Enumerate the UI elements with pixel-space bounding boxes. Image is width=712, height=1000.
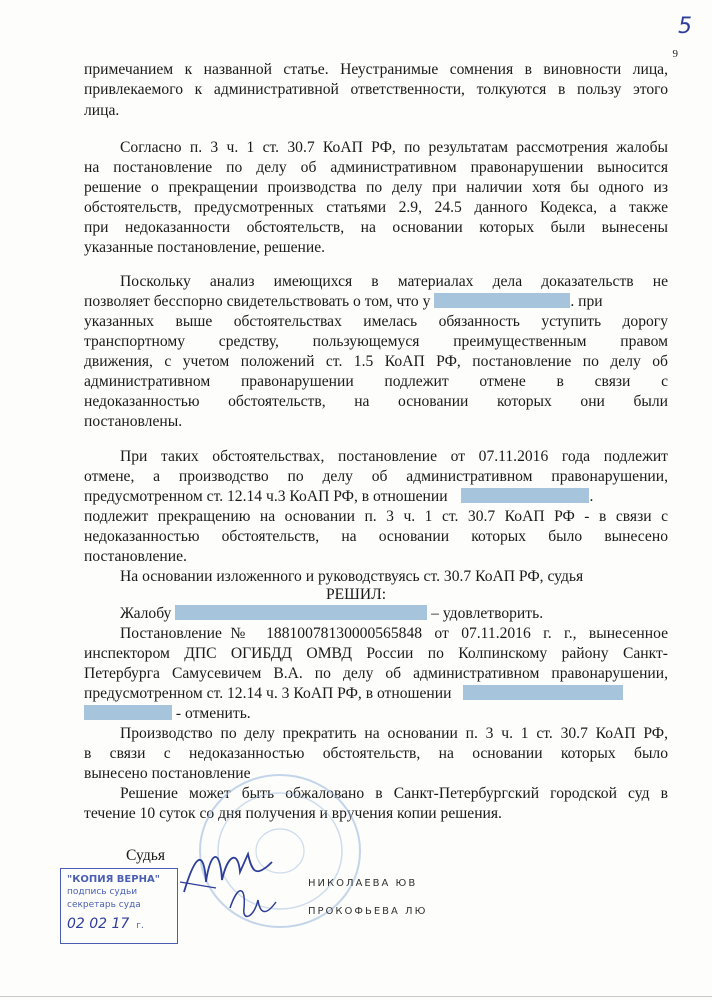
stamp-title: "КОПИЯ ВЕРНА" xyxy=(67,874,160,885)
text-line: лица. xyxy=(84,102,120,119)
text-line: отмене, а производство по делу об административном правонарушении, xyxy=(84,468,668,485)
text-line: Производство по делу прекратить на основании п. 3 ч. 1 ст. 30.7 КоАП РФ, xyxy=(120,725,668,742)
stamp-date-suffix: г. xyxy=(136,921,144,931)
stamp-date: 02 02 17 xyxy=(67,916,130,932)
redaction-block xyxy=(463,685,623,700)
text-line: на постановление по делу об административном правонарушении выносится xyxy=(84,159,668,176)
text-line: движения, с учетом положений ст. 1.5 КоАП РФ, постановление по делу об xyxy=(84,353,668,370)
text-line: недоказанностью обстоятельств, на основании которых было вынесено xyxy=(84,528,668,545)
text-line: обстоятельств, предусмотренных статьями 2.9, 24.5 данного Кодекса, а также xyxy=(84,199,668,216)
text-line: Петербурга Самусевичем В.А. по делу об административном правонарушении, xyxy=(84,665,668,682)
text-fragment: предусмотренном ст. 12.14 ч.3 КоАП РФ, в отношении xyxy=(84,488,448,505)
text-line-with-redaction xyxy=(84,292,668,312)
text-line: На основании изложенного и руководствуясь ст. 30.7 КоАП РФ, судья xyxy=(120,568,584,585)
text-fragment: . при xyxy=(570,293,603,310)
text-fragment: предусмотренном ст. 12.14 ч. 3 КоАП РФ, в отношении xyxy=(84,685,452,702)
redaction-block xyxy=(461,488,589,503)
text-line-with-redaction xyxy=(84,704,251,724)
stamp-line: секретарь суда xyxy=(67,900,141,910)
text-line: подлежит прекращению на основании п. 3 ч. 1 ст. 30.7 КоАП РФ - в связи с xyxy=(84,508,668,525)
text-line: указанные постановление, решение. xyxy=(84,239,326,256)
text-line: привлекаемого к административной ответственности, толкуются в пользу этого xyxy=(84,81,668,98)
text-line: При таких обстоятельствах, постановление от 07.11.2016 года подлежит xyxy=(120,448,668,465)
text-line: решение о прекращении производства по делу при наличии хотя бы одного из xyxy=(84,179,668,196)
redaction-block xyxy=(175,605,427,620)
signature-label: Судья xyxy=(126,847,166,864)
text-line: вынесено постановление xyxy=(84,765,251,782)
text-line-with-redaction xyxy=(84,487,593,507)
decision-heading: РЕШИЛ: xyxy=(325,586,387,603)
text-line: инспектором ДПС ОГИБДД ОМВД России по Колпинскому району Санкт- xyxy=(84,645,668,662)
redaction-block xyxy=(84,705,172,720)
text-line-with-redaction xyxy=(120,604,543,624)
text-line: течение 10 суток со дня получения и вручения копии решения. xyxy=(84,805,502,822)
text-line: Постановление№ 18810078130000565848 от 07.11.2016 г. г., вынесенное xyxy=(120,625,668,642)
text-fragment: позволяет бесспорно свидетельствовать о том, что у xyxy=(84,293,431,310)
text-line: примечанием к названной статье. Неустранимые сомнения в виновности лица, xyxy=(84,61,668,78)
text-line: транспортному средству, пользующемуся преимущественным правом xyxy=(84,333,668,350)
judge-name-stamp: НИКОЛАЕВА ЮВ xyxy=(308,878,418,889)
stamp-line: подпись судьи xyxy=(67,887,138,897)
copy-certified-stamp xyxy=(60,868,178,944)
secretary-signature-image xyxy=(224,878,284,928)
text-line: указанных выше обстоятельствах имелась обязанность уступить дорогу xyxy=(84,313,668,330)
text-line: при недоказанности обстоятельств, на основании которых были вынесены xyxy=(84,219,668,236)
text-line: административном правонарушении подлежит отмене в связи с xyxy=(84,373,668,390)
text-line: Решение может быть обжаловано в Санкт-Петербургский городской суд в xyxy=(120,785,668,802)
text-fragment: – удовлетворить. xyxy=(431,605,544,622)
text-line: Поскольку анализ имеющихся в материалах дела доказательств не xyxy=(120,273,668,290)
page-number: 9 xyxy=(672,48,678,60)
text-line: Согласно п. 3 ч. 1 ст. 30.7 КоАП РФ, по результатам рассмотрения жалобы xyxy=(120,139,668,156)
text-line-with-redaction xyxy=(84,684,668,704)
redaction-block xyxy=(434,293,570,308)
secretary-name-stamp: ПРОКОФЬЕВА ЛЮ xyxy=(308,906,428,917)
text-fragment: Жалобу xyxy=(120,605,172,622)
text-fragment: - отменить. xyxy=(175,705,251,722)
text-line: недоказанностью обстоятельств, на основании которых они были xyxy=(84,393,668,410)
text-line: постановлены. xyxy=(84,413,183,430)
scan-edge-line xyxy=(0,996,712,997)
handwritten-page-mark: 5 xyxy=(678,14,692,39)
text-line: в связи с недоказанностью обстоятельств, на основании которых было xyxy=(84,745,668,762)
text-line: постановление. xyxy=(84,548,187,565)
text-fragment: . xyxy=(589,488,594,505)
